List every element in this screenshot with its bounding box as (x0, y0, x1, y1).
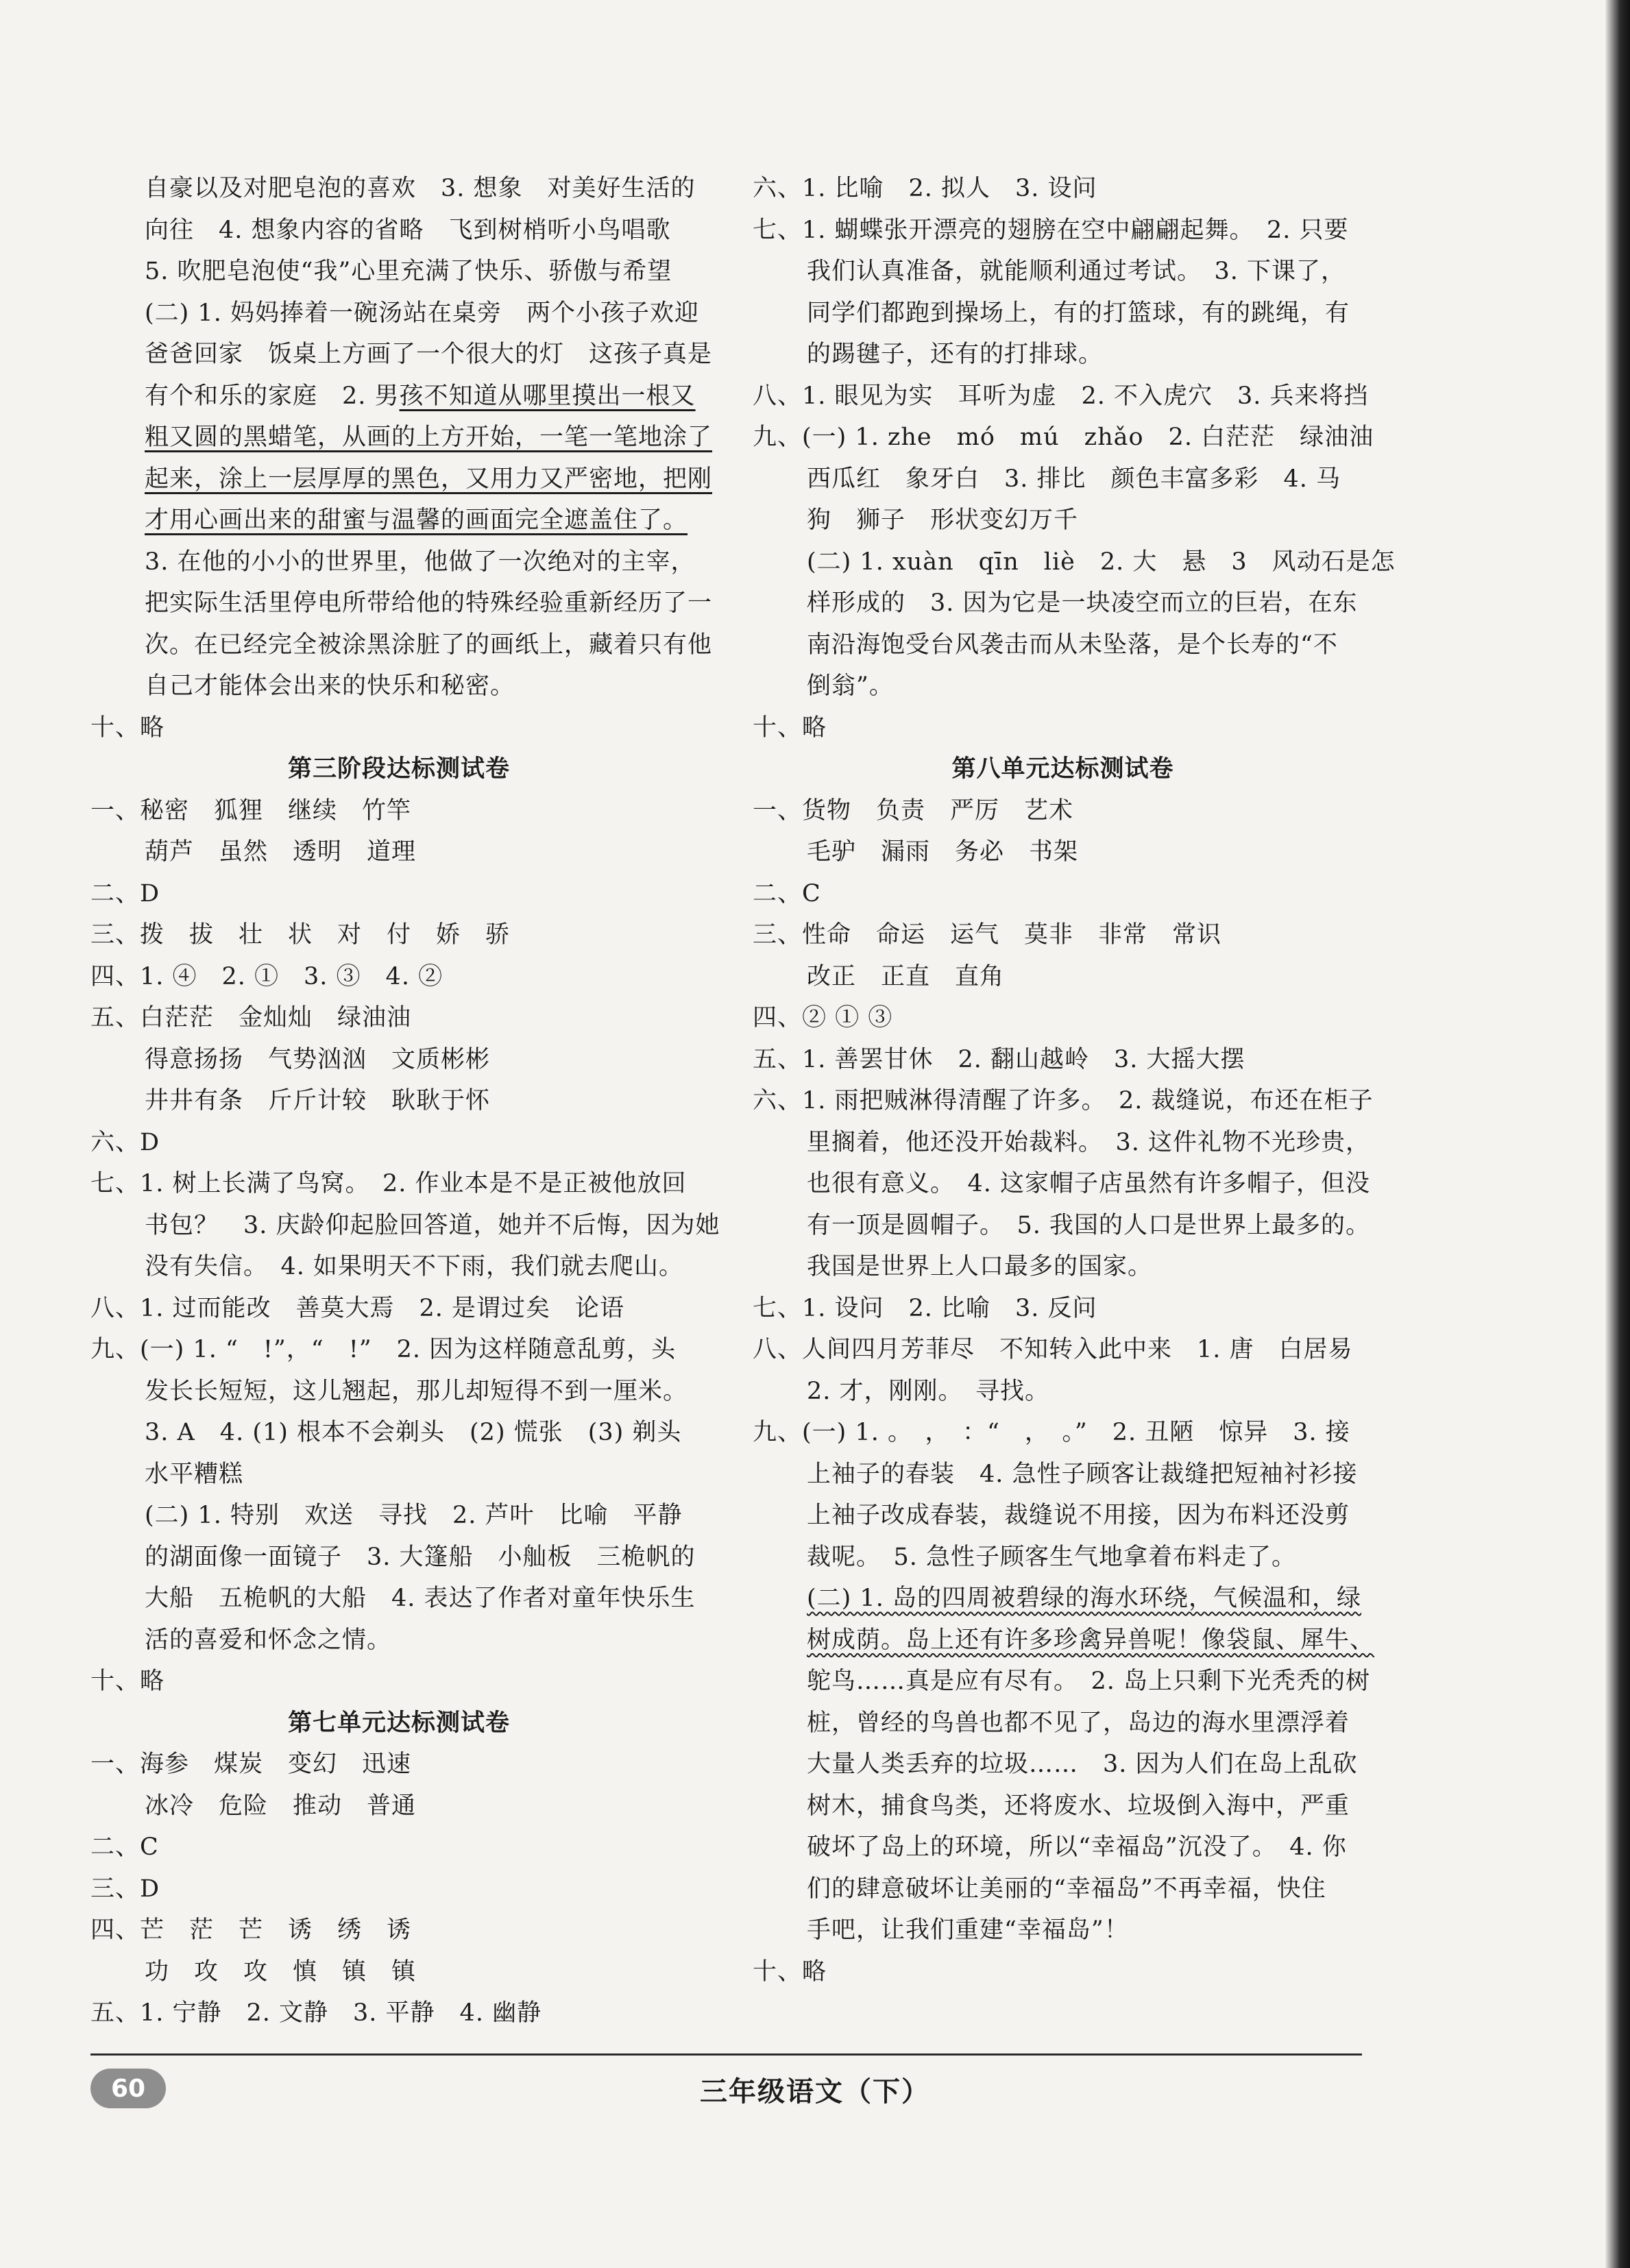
line-text: 十、略 (753, 714, 827, 742)
line-text: 第七单元达标测试卷 (287, 1709, 510, 1737)
answer-line (90, 666, 707, 707)
answer-line (90, 210, 707, 252)
line-text: 七、1. 设问 2. 比喻 3. 反问 (753, 1294, 1097, 1322)
answer-line (753, 1163, 1373, 1205)
line-text: 书包？ 3. 庆龄仰起脸回答道，她并不后悔，因为她 (145, 1211, 720, 1239)
line-text: 树成荫。岛上还有许多珍禽异兽呢！像袋鼠、犀牛、 (807, 1626, 1375, 1654)
left-column (90, 168, 720, 2034)
answer-line (753, 997, 1373, 1039)
line-text: 没有失信。 4. 如果明天不下雨，我们就去爬山。 (145, 1253, 684, 1280)
answer-line (753, 1039, 1373, 1081)
line-text: 七、1. 树上长满了鸟窝。 2. 作业本是不是正被他放回 (90, 1170, 687, 1197)
answer-line (90, 459, 713, 500)
line-text: 九、(一) 1. “ !”，“ !” 2. 因为这样随意乱剪，头 (90, 1336, 677, 1363)
line-text: 六、1. 比喻 2. 拟人 3. 设问 (753, 175, 1097, 202)
line-text: 的湖面像一面镜子 3. 大篷船 小舢板 三桅帆的 (145, 1543, 696, 1571)
line-text: 得意扬扬 气势汹汹 文质彬彬 (145, 1045, 491, 1073)
line-text: 八、人间四月芳菲尽 不知转入此中来 1. 唐 白居易 (753, 1336, 1353, 1363)
answer-line (753, 1578, 1373, 1620)
line-text: 粗又圆的黑蜡笔，从画的上方开始，一笔一笔地涂了 (145, 424, 713, 451)
line-text: 爸爸回家 饭桌上方画了一个很大的灯 这孩子真是 (145, 341, 713, 368)
answer-line (753, 1288, 1373, 1330)
answer-line (90, 1578, 707, 1620)
line-text: 2. 才，刚刚。 寻找。 (807, 1377, 1050, 1405)
line-text: 自己才能体会出来的快乐和秘密。 (145, 672, 515, 700)
answer-line (753, 1329, 1373, 1371)
line-text: 发长长短短，这儿翘起，那儿却短得不到一厘米。 (145, 1377, 688, 1405)
line-text: 一、海参 煤炭 变幻 迅速 (90, 1751, 412, 1778)
answer-line (90, 831, 707, 873)
line-text: 大量人类丢弃的垃圾…… 3. 因为人们在岛上乱砍 (807, 1751, 1358, 1778)
answer-line (753, 376, 1373, 417)
answer-line (753, 831, 1373, 873)
answer-line (753, 666, 1373, 707)
answer-line (753, 914, 1373, 956)
answer-line (90, 1039, 707, 1081)
line-text: 十、略 (90, 1668, 165, 1695)
line-text: 3. A 4. (1) 根本不会剃头 (2) 慌张 (3) 剃头 (145, 1419, 682, 1446)
line-text: 四、1. ④ 2. ① 3. ③ 4. ② (90, 962, 443, 990)
footer-divider (90, 2053, 1362, 2056)
footer-title: 三年级语文（下） (700, 2075, 930, 2108)
answer-line (90, 1329, 707, 1371)
line-text: 大船 五桅帆的大船 4. 表达了作者对童年快乐生 (145, 1585, 696, 1612)
answer-line (753, 1785, 1373, 1827)
line-text: 手吧，让我们重建“幸福岛”！ (807, 1916, 1129, 1944)
line-text: 起来，涂上一层厚厚的黑色，又用力又严密地，把刚 (145, 465, 713, 493)
answer-line (753, 1246, 1373, 1288)
line-text: 六、D (90, 1128, 160, 1156)
answer-line (753, 873, 1373, 915)
answer-line (753, 1827, 1373, 1868)
answer-line (90, 956, 707, 998)
line-text: 们的肆意破坏让美丽的“幸福岛”不再幸福，快住 (807, 1875, 1326, 1903)
answer-line (90, 1454, 707, 1496)
answer-line (753, 500, 1373, 541)
line-text: 四、芒 茫 芒 诱 绣 诱 (90, 1916, 412, 1944)
answer-line (90, 997, 707, 1039)
answer-line (90, 624, 713, 666)
answer-line (90, 376, 707, 417)
line-text: 上袖子改成春装，裁缝说不用接，因为布料还没剪 (807, 1502, 1350, 1529)
answer-line (90, 1205, 720, 1247)
line-text: 二、C (753, 879, 821, 907)
answer-line (90, 1537, 707, 1578)
answer-line (90, 541, 707, 583)
line-text: 五、1. 宁静 2. 文静 3. 平静 4. 幽静 (90, 1999, 542, 2027)
line-text: 一、秘密 狐狸 继续 竹竿 (90, 796, 412, 825)
line-text: 九、(一) 1. 。 ， ：“ ， 。” 2. 丑陋 惊异 3. 接 (753, 1419, 1350, 1446)
answer-line (753, 1951, 1373, 1993)
answer-line (90, 1371, 707, 1413)
line-text: 二、C (90, 1833, 159, 1861)
answer-line (753, 459, 1373, 500)
line-text: 活的喜爱和怀念之情。 (145, 1626, 392, 1654)
answer-line (753, 251, 1373, 293)
line-text: 的踢毽子，还有的打排球。 (807, 341, 1104, 368)
line-text: 四、② ① ③ (753, 1004, 893, 1032)
answer-line (753, 1868, 1373, 1910)
answer-line (90, 1951, 707, 1993)
answer-line (753, 790, 1373, 832)
line-text: (二) 1. 岛的四周被碧绿的海水环绕，气候温和，绿 (807, 1585, 1361, 1612)
line-text: 自豪以及对肥皂泡的喜欢 3. 想象 对美好生活的 (145, 175, 696, 202)
line-text: 上袖子的春装 4. 急性子顾客让裁缝把短袖衬衫接 (807, 1460, 1358, 1488)
answer-line (90, 873, 707, 915)
line-text: 三、D (90, 1875, 160, 1903)
answer-line (753, 1703, 1373, 1744)
line-text: 六、1. 雨把贼淋得清醒了许多。 2. 裁缝说，布还在柜子 (753, 1087, 1374, 1114)
answer-line (90, 1163, 707, 1205)
answer-line (753, 1744, 1373, 1785)
answer-line (753, 334, 1373, 376)
line-text: 破坏了岛上的环境，所以“幸福岛”沉没了。 4. 你 (807, 1833, 1347, 1861)
line-text: 裁呢。 5. 急性子顾客生气地拿着布料走了。 (807, 1543, 1297, 1571)
answer-line (753, 583, 1373, 624)
line-text: (二) 1. 妈妈捧着一碗汤站在桌旁 两个小孩子欢迎 (145, 299, 699, 327)
line-text: 二、D (90, 879, 160, 907)
line-text: 五、白茫茫 金灿灿 绿油油 (90, 1004, 412, 1032)
answer-line (753, 1080, 1373, 1122)
answer-line (90, 707, 707, 749)
answer-line (753, 541, 1396, 583)
answer-line (90, 1992, 707, 2034)
answer-line (90, 417, 713, 459)
line-text: 三、性命 命运 运气 莫非 非常 常识 (753, 921, 1222, 949)
answer-line (753, 1205, 1373, 1247)
answer-line (753, 624, 1373, 666)
line-text: 鸵鸟……真是应有尽有。 2. 岛上只剩下光秃秃的树 (807, 1668, 1371, 1695)
answer-line (90, 168, 707, 210)
answer-line (90, 1495, 707, 1537)
answer-line (753, 1910, 1373, 1951)
line-text: 有一顶是圆帽子。 5. 我国的人口是世界上最多的。 (807, 1211, 1371, 1239)
page-binding-edge (1605, 0, 1630, 2268)
line-text: 冰冷 危险 推动 普通 (145, 1792, 417, 1820)
line-text: 九、(一) 1. zhe mó mú zhǎo 2. 白茫茫 绿油油 (753, 424, 1374, 451)
answer-line (90, 1827, 707, 1868)
line-text: 八、1. 眼见为实 耳听为虚 2. 不入虎穴 3. 兵来将挡 (753, 382, 1369, 410)
answer-line (753, 1620, 1373, 1661)
answer-line (90, 1620, 707, 1661)
line-text: 五、1. 善罢甘休 2. 翻山越岭 3. 大摇大摆 (753, 1045, 1245, 1073)
line-text: 我国是世界上人口最多的国家。 (807, 1253, 1153, 1280)
line-text: 井井有条 斤斤计较 耿耿于怀 (145, 1087, 491, 1114)
line-text: 同学们都跑到操场上，有的打篮球，有的跳绳，有 (807, 299, 1350, 327)
line-text: 样形成的 3. 因为它是一块凌空而立的巨岩，在东 (807, 589, 1358, 617)
line-text: 才用心画出来的甜蜜与温馨的画面完全遮盖住了。 (145, 507, 688, 534)
answer-line (753, 1454, 1373, 1496)
answer-line (90, 1122, 707, 1164)
answer-line (90, 914, 707, 956)
line-text: 南沿海饱受台风袭击而从未坠落，是个长寿的“不 (807, 631, 1338, 659)
answer-line (753, 707, 1373, 749)
answer-line (90, 1412, 707, 1454)
answer-line (90, 1910, 707, 1951)
answer-line (753, 417, 1373, 459)
answer-line (90, 1080, 707, 1122)
line-text: 次。在已经完全被涂黑涂脏了的画纸上，藏着只有他 (145, 631, 713, 659)
line-text: 改正 正直 直角 (807, 962, 1005, 990)
line-text: 功 攻 攻 慎 镇 镇 (145, 1958, 417, 1986)
line-text: 水平糟糕 (145, 1460, 244, 1488)
line-text: 第八单元达标测试卷 (951, 755, 1174, 783)
line-text: 十、略 (753, 1958, 827, 1986)
answer-line (90, 1288, 707, 1330)
section-heading (753, 748, 1373, 790)
answer-line (90, 1246, 707, 1288)
line-text: 里搁着，他还没开始裁料。 3. 这件礼物不光珍贵， (807, 1128, 1371, 1156)
answer-line (90, 251, 707, 293)
answer-line (753, 1371, 1373, 1413)
answer-line (753, 210, 1373, 252)
answer-line (90, 1868, 707, 1910)
answer-line (90, 790, 707, 832)
answer-line (753, 293, 1373, 334)
line-text: 三、拨 拔 壮 状 对 付 娇 骄 (90, 921, 511, 949)
answer-line (90, 293, 707, 334)
line-text: 3. 在他的小小的世界里，他做了一次绝对的主宰， (145, 548, 696, 576)
answer-line (90, 500, 707, 541)
answer-line (753, 956, 1373, 998)
answer-line (90, 1744, 707, 1785)
answer-line (753, 1412, 1373, 1454)
line-text: 把实际生活里停电所带给他的特殊经验重新经历了一 (145, 589, 713, 617)
line-text: 一、货物 负责 严厉 艺术 (753, 796, 1074, 825)
line-text: 十、略 (90, 714, 165, 742)
answer-line (90, 1661, 707, 1703)
right-column (753, 168, 1396, 1992)
answer-line (753, 1661, 1373, 1703)
line-text: 西瓜红 象牙白 3. 排比 颜色丰富多彩 4. 马 (807, 465, 1341, 493)
line-text: 向往 4. 想象内容的省略 飞到树梢听小鸟唱歌 (145, 216, 671, 244)
answer-line (753, 168, 1373, 210)
answer-line (753, 1495, 1373, 1537)
answer-line (753, 1537, 1373, 1578)
page-number-badge: 60 (90, 2069, 166, 2108)
section-heading (90, 748, 707, 790)
line-text: 5. 吹肥皂泡使“我”心里充满了快乐、骄傲与希望 (145, 258, 672, 285)
line-text: 葫芦 虽然 透明 道理 (145, 838, 417, 866)
line-text: 有个和乐的家庭 2. 男孩不知道从哪里摸出一根又 (145, 382, 696, 410)
section-heading (90, 1703, 707, 1744)
line-text: (二) 1. 特别 欢送 寻找 2. 芦叶 比喻 平静 (145, 1502, 683, 1529)
answer-line (90, 1785, 707, 1827)
line-text: 我们认真准备，就能顺利通过考试。 3. 下课了， (807, 258, 1346, 285)
answer-line (753, 1122, 1373, 1164)
line-text: 树木，捕食鸟类，还将废水、垃圾倒入海中，严重 (807, 1792, 1350, 1820)
line-text: 第三阶段达标测试卷 (287, 755, 510, 783)
line-text: 狗 狮子 形状变幻万千 (807, 507, 1079, 534)
line-text: 七、1. 蝴蝶张开漂亮的翅膀在空中翩翩起舞。 2. 只要 (753, 216, 1349, 244)
line-text: 倒翁”。 (807, 672, 894, 700)
line-text: 桩，曾经的鸟兽也都不见了，岛边的海水里漂浮着 (807, 1709, 1350, 1737)
answer-line (90, 583, 713, 624)
line-text: 八、1. 过而能改 善莫大焉 2. 是谓过矣 论语 (90, 1294, 625, 1322)
line-text: 毛驴 漏雨 务必 书架 (807, 838, 1079, 866)
answer-line (90, 334, 713, 376)
line-text: 也很有意义。 4. 这家帽子店虽然有许多帽子，但没 (807, 1170, 1371, 1197)
line-text: (二) 1. xuàn qīn liè 2. 大 悬 3 风动石是怎 (807, 548, 1396, 576)
